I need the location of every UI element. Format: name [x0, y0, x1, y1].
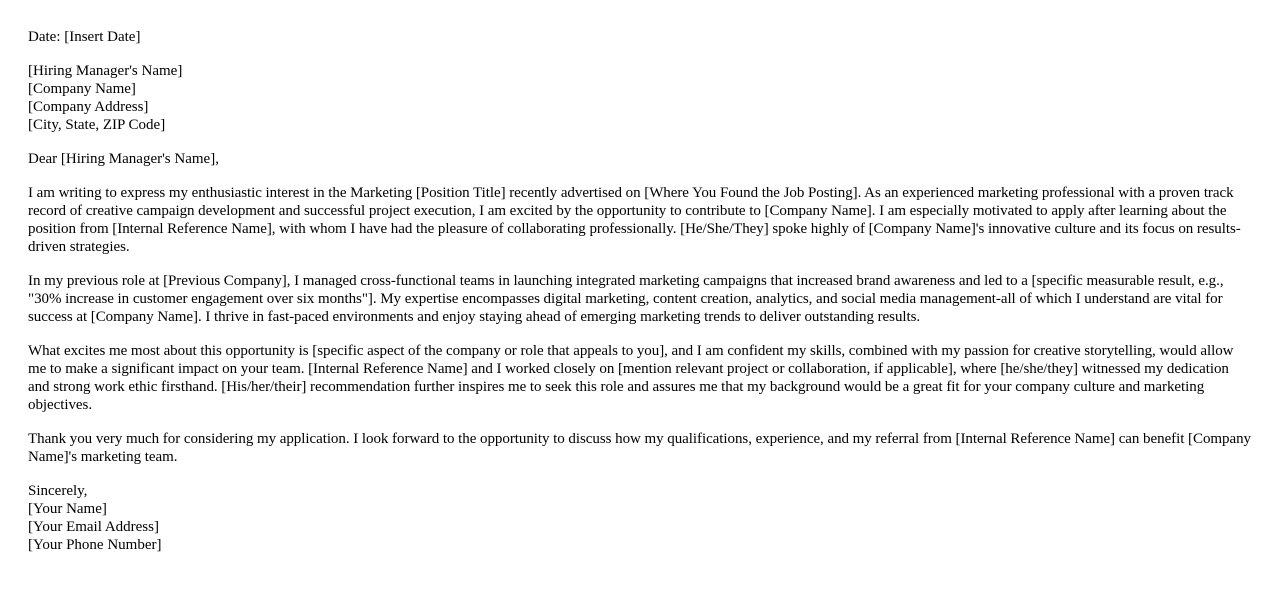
recipient-name: [Hiring Manager's Name]: [28, 63, 183, 79]
paragraph-text: What excites me most about this opportunity is [specific aspect of the company or role that appeals to you], and I am confident my skills, combined with my passion for creative storytelling, would allow me to make a significant impact on your team. [Internal Reference Name] and I worked closely on [mention relevant project or collaboration, if applicable], where [he/she/they] witnessed my dedication and strong work ethic firsthand. [His/her/their] recommendation further inspires me to seek this role and assures me that my background would be a great fit for your company culture and marketing objectives.: [28, 343, 1234, 413]
closing-section: [28, 482, 1254, 554]
body-paragraph-4: [28, 430, 1254, 466]
salutation: Dear [Hiring Manager's Name],: [28, 151, 219, 167]
body-paragraph-2: [28, 272, 1254, 326]
body-paragraph-3: [28, 342, 1254, 414]
recipient-company: [Company Name]: [28, 81, 136, 97]
date-section: [28, 28, 1254, 46]
paragraph-text: I am writing to express my enthusiastic interest in the Marketing [Position Title] recently advertised on [Where You Found the Job Posting]. As an experienced marketing professional with a proven track record of creative campaign development and successful project execution, I am excited by the opportunity to contribute to [Company Name]. I am especially motivated to apply after learning about the position from [Internal Reference Name], with whom I have had the pleasure of collaborating professionally. [He/She/They] spoke highly of [Company Name]'s innovative culture and its focus on results-driven strategies.: [28, 185, 1241, 255]
signer-email: [Your Email Address]: [28, 519, 159, 535]
recipient-city: [City, State, ZIP Code]: [28, 117, 166, 133]
recipient-street: [Company Address]: [28, 99, 149, 115]
cover-letter: [28, 28, 1254, 570]
closing-salutation: Sincerely,: [28, 483, 88, 499]
body-paragraph-1: [28, 184, 1254, 256]
salutation-section: [28, 150, 1254, 168]
paragraph-text: Thank you very much for considering my application. I look forward to the opportunity to discuss how my qualifications, experience, and my referral from [Internal Reference Name] can benefit [Company Name]'s marketing team.: [28, 431, 1251, 465]
signer-phone: [Your Phone Number]: [28, 537, 162, 553]
date-line: Date: [Insert Date]: [28, 29, 141, 45]
recipient-address: [28, 62, 1254, 134]
paragraph-text: In my previous role at [Previous Company], I managed cross-functional teams in launching integrated marketing campaigns that increased brand awareness and led to a [specific measurable result, e.g., "30% increase in customer engagement over six months"]. My expertise encompasses digital marketing, content creation, analytics, and social media management-all of which I understand are vital for success at [Company Name]. I thrive in fast-paced environments and enjoy staying ahead of emerging marketing trends to deliver outstanding results.: [28, 273, 1224, 325]
signer-name: [Your Name]: [28, 501, 107, 517]
